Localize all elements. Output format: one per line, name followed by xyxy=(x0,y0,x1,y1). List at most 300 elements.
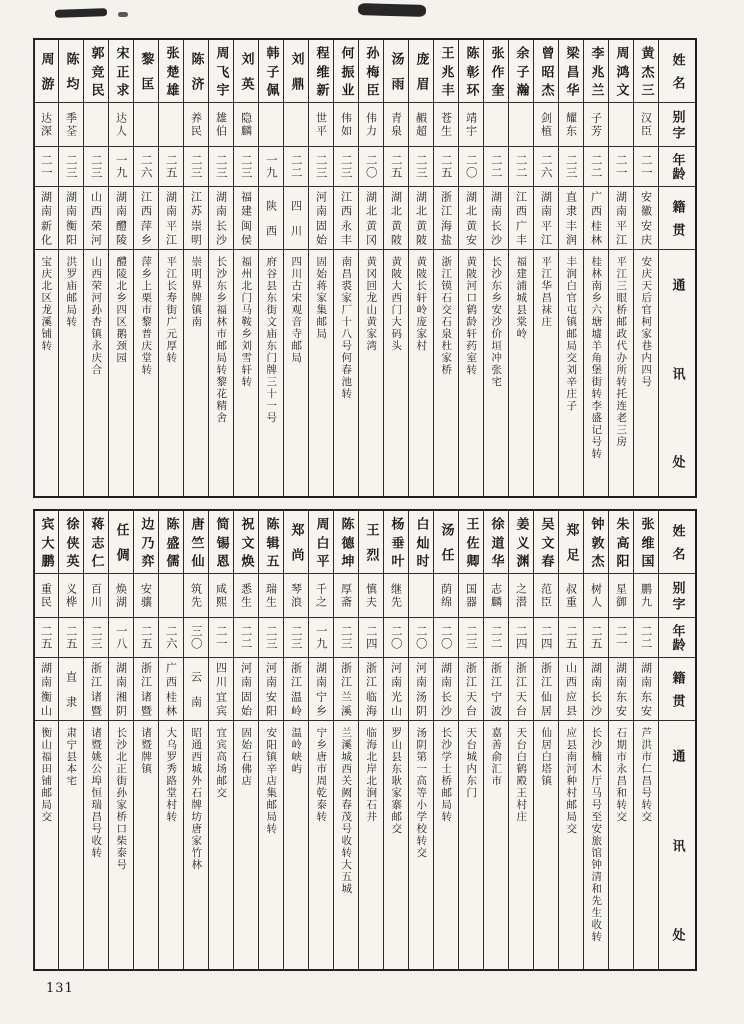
entry-column xyxy=(208,40,233,496)
origin-char: 临 xyxy=(364,690,378,702)
origin-char: 新 xyxy=(39,219,53,231)
entry-age: 二三 xyxy=(309,146,333,186)
entry-column xyxy=(533,511,558,969)
header-char: 姓 xyxy=(669,53,685,67)
origin-char: 隶 xyxy=(64,695,78,707)
entry-column xyxy=(383,40,408,496)
entry-name xyxy=(259,40,283,102)
entry-address: 安庆天后官柯家巷内四号 xyxy=(634,249,658,496)
entry-courtesy-name: 继先 xyxy=(384,573,408,617)
origin-char: 福 xyxy=(239,190,253,202)
entry-name xyxy=(434,511,458,573)
entry-column xyxy=(358,511,383,969)
name-char: 三 xyxy=(638,83,654,97)
origin-char: 北 xyxy=(414,205,428,217)
origin-char: 江 xyxy=(339,190,353,202)
name-char: 兰 xyxy=(588,83,604,97)
entry-courtesy-name: 荫绵 xyxy=(434,573,458,617)
entry-address: 应县南河种村邮局交 xyxy=(559,720,583,969)
entry-age: 二一 xyxy=(634,146,658,186)
entry-origin xyxy=(434,657,458,720)
name-char: 恩 xyxy=(213,554,229,568)
header-char: 别 xyxy=(669,110,685,123)
entry-address: 诸暨牌镇 xyxy=(134,720,158,969)
entry-courtesy-name xyxy=(484,102,508,146)
entry-column xyxy=(483,40,508,496)
origin-char: 湖 xyxy=(539,190,553,202)
origin-char: 长 xyxy=(489,219,503,231)
origin-char: 河 xyxy=(389,661,403,673)
entry-courtesy-name: 达深 xyxy=(34,102,58,146)
entry-column xyxy=(83,511,108,969)
origin-char: 云 xyxy=(189,671,203,683)
entry-name xyxy=(609,511,633,573)
entry-column xyxy=(333,40,358,496)
entry-courtesy-name: 厚斋 xyxy=(334,573,358,617)
name-char: 楚 xyxy=(163,64,179,78)
entry-column xyxy=(508,511,533,969)
entry-address: 黄陂大西门大码头 xyxy=(384,249,408,496)
name-char: 维 xyxy=(313,64,329,78)
entry-courtesy-name: 靖宇 xyxy=(459,102,483,146)
origin-char: 湖 xyxy=(439,661,453,673)
header-char: 年 xyxy=(669,623,685,637)
directory-table-bottom xyxy=(33,509,697,971)
entry-address: 大乌罗秀路堂村转 xyxy=(159,720,183,969)
header-origin xyxy=(659,186,695,249)
origin-char: 河 xyxy=(264,661,278,673)
origin-char: 南 xyxy=(214,205,228,217)
entry-age: 二五 xyxy=(159,146,183,186)
name-char: 徐 xyxy=(488,516,504,530)
entry-address: 长沙学士桥邮局转 xyxy=(434,720,458,969)
entry-origin xyxy=(309,657,333,720)
name-char: 新 xyxy=(313,83,329,97)
name-char: 蒋 xyxy=(88,516,104,530)
name-char: 任 xyxy=(438,548,454,561)
origin-char: 黄 xyxy=(414,219,428,231)
origin-char: 陕 xyxy=(264,200,278,212)
entry-column xyxy=(33,40,58,496)
entry-age: 二五 xyxy=(34,617,58,657)
entry-age: 二二 xyxy=(284,146,308,186)
entry-column xyxy=(608,511,633,969)
entry-courtesy-name: 伟如 xyxy=(334,102,358,146)
entry-name xyxy=(334,511,358,573)
name-char: 叶 xyxy=(388,554,404,568)
entry-origin xyxy=(284,657,308,720)
entry-address: 温岭峡屿 xyxy=(284,720,308,969)
entry-name xyxy=(634,40,658,102)
header-char: 年 xyxy=(669,152,685,166)
name-char: 平 xyxy=(313,554,329,568)
origin-char: 安 xyxy=(264,690,278,702)
header-name xyxy=(659,40,695,102)
entry-name xyxy=(359,40,383,102)
entry-name xyxy=(384,511,408,573)
origin-char: 南 xyxy=(539,205,553,217)
entry-origin xyxy=(209,186,233,249)
header-char: 名 xyxy=(669,546,685,560)
entry-address: 宜宾高场邮交 xyxy=(209,720,233,969)
entry-column xyxy=(633,40,658,496)
name-char: 匡 xyxy=(138,77,154,90)
entry-age: 二三 xyxy=(234,146,258,186)
name-char: 白 xyxy=(413,516,429,530)
entry-column xyxy=(258,40,283,496)
origin-char: 南 xyxy=(639,676,653,688)
entry-address: 昭通西城外石牌坊唐家竹林 xyxy=(184,720,208,969)
entry-courtesy-name xyxy=(134,102,158,146)
entry-address: 浙江镆石交石泉杜家桥 xyxy=(434,249,458,496)
entry-origin xyxy=(534,657,558,720)
name-char: 昌 xyxy=(563,64,579,78)
entry-courtesy-name: 子芳 xyxy=(584,102,608,146)
header-age xyxy=(659,146,695,186)
entry-origin xyxy=(209,657,233,720)
origin-char: 北 xyxy=(464,205,478,217)
entry-courtesy-name: 焕湖 xyxy=(109,573,133,617)
name-char: 杨 xyxy=(388,516,404,530)
name-char: 程 xyxy=(313,45,329,59)
entry-age: 二三 xyxy=(59,146,83,186)
origin-char: 山 xyxy=(389,705,403,717)
origin-char: 南 xyxy=(189,695,203,707)
entry-courtesy-name: 隐麟 xyxy=(234,102,258,146)
origin-char: 陂 xyxy=(414,234,428,246)
entry-courtesy-name: 百川 xyxy=(84,573,108,617)
entry-courtesy-name xyxy=(284,102,308,146)
origin-char: 湖 xyxy=(614,190,628,202)
ink-smudge xyxy=(55,8,107,18)
origin-char: 阳 xyxy=(64,234,78,246)
origin-char: 河 xyxy=(239,661,253,673)
name-char: 正 xyxy=(113,64,129,78)
origin-char: 西 xyxy=(589,205,603,217)
entry-courtesy-name xyxy=(159,573,183,617)
name-char: 尚 xyxy=(288,548,304,561)
entry-address: 四川古宋观音寺邮局 xyxy=(284,249,308,496)
name-char: 陈 xyxy=(163,516,179,530)
entry-name xyxy=(209,40,233,102)
entry-origin xyxy=(109,186,133,249)
entry-courtesy-name xyxy=(509,102,533,146)
entry-column xyxy=(183,40,208,496)
origin-char: 始 xyxy=(239,705,253,717)
origin-char: 江 xyxy=(514,676,528,688)
entry-age: 一九 xyxy=(309,617,333,657)
name-char: 黎 xyxy=(138,52,154,65)
origin-char: 南 xyxy=(39,676,53,688)
entry-column xyxy=(433,40,458,496)
origin-char: 天 xyxy=(514,690,528,702)
entry-address: 长沙东乡福林市邮局转黎花精舍 xyxy=(209,249,233,496)
entry-column xyxy=(458,40,483,496)
name-char: 民 xyxy=(88,83,104,97)
entry-origin xyxy=(259,657,283,720)
origin-char: 长 xyxy=(589,690,603,702)
entry-origin xyxy=(384,186,408,249)
entry-age: 二三 xyxy=(259,617,283,657)
name-char: 曾 xyxy=(538,45,554,59)
entry-courtesy-name: 鹏九 xyxy=(634,573,658,617)
origin-char: 诸 xyxy=(139,690,153,702)
origin-char: 浙 xyxy=(439,190,453,202)
entry-courtesy-name: 筑先 xyxy=(184,573,208,617)
entry-address: 临海北岸北涧石井 xyxy=(359,720,383,969)
origin-char: 丰 xyxy=(514,234,528,246)
entry-age: 一九 xyxy=(259,146,283,186)
entry-name xyxy=(409,40,433,102)
name-char: 大 xyxy=(38,535,54,549)
entry-origin xyxy=(34,186,58,249)
name-char: 钟 xyxy=(588,516,604,530)
name-char: 梁 xyxy=(563,45,579,59)
origin-char: 四 xyxy=(289,200,303,212)
entry-age: 二四 xyxy=(534,617,558,657)
entry-address: 醴陵北乡四区鹅颈园 xyxy=(109,249,133,496)
name-char: 陈 xyxy=(263,516,279,530)
origin-char: 黄 xyxy=(364,219,378,231)
name-char: 鼎 xyxy=(288,77,304,90)
origin-char: 南 xyxy=(314,676,328,688)
name-char: 焕 xyxy=(238,554,254,568)
entry-courtesy-name: 汉臣 xyxy=(634,102,658,146)
entry-address: 天台白鹤殿王村庄 xyxy=(509,720,533,969)
entry-age: 二三 xyxy=(84,617,108,657)
entry-name xyxy=(84,40,108,102)
name-char: 白 xyxy=(313,535,329,549)
entry-column xyxy=(233,511,258,969)
entry-name xyxy=(159,511,183,573)
entry-name xyxy=(59,511,83,573)
origin-char: 南 xyxy=(414,676,428,688)
name-char: 锡 xyxy=(213,535,229,549)
entry-age: 二一 xyxy=(209,617,233,657)
name-char: 杰 xyxy=(538,83,554,97)
name-char: 祝 xyxy=(238,516,254,530)
entry-origin xyxy=(59,657,83,720)
origin-char: 丰 xyxy=(564,219,578,231)
origin-char: 长 xyxy=(214,219,228,231)
origin-char: 沙 xyxy=(489,234,503,246)
origin-char: 醴 xyxy=(114,219,128,231)
origin-char: 湖 xyxy=(589,661,603,673)
origin-char: 江 xyxy=(139,190,153,202)
entry-age: 二四 xyxy=(359,617,383,657)
entry-age: 二二 xyxy=(509,146,533,186)
origin-char: 光 xyxy=(389,690,403,702)
entry-origin xyxy=(284,186,308,249)
origin-char: 西 xyxy=(264,224,278,236)
name-char: 倜 xyxy=(113,548,129,561)
origin-char: 诸 xyxy=(89,690,103,702)
name-char: 竞 xyxy=(88,64,104,78)
entry-name xyxy=(159,40,183,102)
name-char: 张 xyxy=(488,45,504,59)
entry-column xyxy=(158,40,183,496)
origin-char: 安 xyxy=(614,705,628,717)
origin-char: 西 xyxy=(164,676,178,688)
entry-courtesy-name: 琴浪 xyxy=(284,573,308,617)
header-address xyxy=(659,249,695,496)
name-char: 求 xyxy=(113,83,129,97)
origin-char: 浙 xyxy=(339,661,353,673)
entry-age: 二二 xyxy=(484,146,508,186)
name-char: 文 xyxy=(538,535,554,549)
header-char: 别 xyxy=(669,581,685,594)
entry-column xyxy=(308,40,333,496)
name-char: 春 xyxy=(538,554,554,568)
entry-origin xyxy=(159,657,183,720)
origin-char: 南 xyxy=(114,676,128,688)
entry-address: 芦洪市仁昌号转交 xyxy=(634,720,658,969)
origin-char: 山 xyxy=(564,661,578,673)
entry-age: 二五 xyxy=(584,617,608,657)
origin-char: 湖 xyxy=(114,190,128,202)
name-char: 儒 xyxy=(163,554,179,568)
name-char: 简 xyxy=(213,516,229,530)
name-char: 作 xyxy=(488,64,504,78)
origin-char: 始 xyxy=(314,234,328,246)
name-char: 张 xyxy=(638,516,654,530)
entry-origin xyxy=(134,186,158,249)
origin-char: 台 xyxy=(464,705,478,717)
entry-courtesy-name: 达人 xyxy=(109,102,133,146)
entry-origin xyxy=(334,657,358,720)
name-char: 子 xyxy=(263,64,279,78)
entry-name xyxy=(284,511,308,573)
entry-age: 二三 xyxy=(284,617,308,657)
name-char: 文 xyxy=(613,83,629,97)
entry-name xyxy=(484,40,508,102)
entry-name xyxy=(184,511,208,573)
entry-address: 固始蒋家集邮局 xyxy=(309,249,333,496)
name-char: 雨 xyxy=(388,77,404,90)
origin-char: 苏 xyxy=(189,205,203,217)
origin-char: 东 xyxy=(614,690,628,702)
origin-char: 北 xyxy=(364,205,378,217)
header-char: 讯 xyxy=(669,366,685,380)
entry-origin xyxy=(484,657,508,720)
entry-name xyxy=(534,511,558,573)
entry-address: 安阳镇辛店集邮局转 xyxy=(259,720,283,969)
entry-origin xyxy=(59,186,83,249)
entry-column xyxy=(558,511,583,969)
entry-address: 罗山县东耿家寨邮交 xyxy=(384,720,408,969)
origin-char: 浙 xyxy=(89,661,103,673)
entry-column xyxy=(483,511,508,969)
name-char: 烈 xyxy=(363,548,379,561)
entry-age: 二〇 xyxy=(459,146,483,186)
name-char: 眉 xyxy=(413,77,429,90)
name-char: 游 xyxy=(38,77,54,90)
origin-char: 江 xyxy=(489,676,503,688)
origin-char: 南 xyxy=(389,676,403,688)
entry-name xyxy=(634,511,658,573)
header-column xyxy=(658,40,695,496)
entry-name xyxy=(584,40,608,102)
entry-origin xyxy=(434,186,458,249)
entry-name xyxy=(34,511,58,573)
origin-char: 侯 xyxy=(239,234,253,246)
name-char: 兆 xyxy=(588,64,604,78)
name-char: 英 xyxy=(238,77,254,90)
origin-char: 江 xyxy=(89,676,103,688)
origin-char: 南 xyxy=(239,676,253,688)
origin-char: 湖 xyxy=(39,190,53,202)
name-char: 黄 xyxy=(638,45,654,59)
origin-char: 台 xyxy=(514,705,528,717)
name-char: 佩 xyxy=(263,83,279,97)
entry-age: 二三 xyxy=(334,146,358,186)
name-char: 周 xyxy=(313,516,329,530)
entry-courtesy-name xyxy=(609,102,633,146)
entry-age: 二三 xyxy=(559,146,583,186)
origin-char: 浙 xyxy=(539,661,553,673)
entry-origin xyxy=(609,186,633,249)
header-char: 贯 xyxy=(669,222,685,236)
origin-char: 县 xyxy=(564,705,578,717)
name-char: 吴 xyxy=(538,516,554,530)
entry-name xyxy=(384,40,408,102)
header-char: 通 xyxy=(669,278,685,291)
entry-column xyxy=(433,511,458,969)
entry-origin xyxy=(384,657,408,720)
origin-char: 浙 xyxy=(489,661,503,673)
header-age xyxy=(659,617,695,657)
entry-address: 汤阴第一高等小学校转交 xyxy=(409,720,433,969)
entry-age: 二三 xyxy=(84,146,108,186)
entry-age: 二一 xyxy=(609,146,633,186)
origin-char: 沙 xyxy=(439,705,453,717)
name-char: 边 xyxy=(138,516,154,530)
entry-age: 二一 xyxy=(609,617,633,657)
origin-char: 荣 xyxy=(89,219,103,231)
origin-char: 川 xyxy=(214,676,228,688)
entry-origin xyxy=(584,657,608,720)
entry-name xyxy=(59,40,83,102)
entry-column xyxy=(83,40,108,496)
origin-char: 海 xyxy=(364,705,378,717)
origin-char: 湖 xyxy=(214,190,228,202)
header-address xyxy=(659,720,695,969)
name-char: 雄 xyxy=(163,83,179,97)
entry-courtesy-name: 志麟 xyxy=(484,573,508,617)
ink-smudge xyxy=(358,3,426,17)
header-char: 籍 xyxy=(669,671,685,685)
name-char: 陈 xyxy=(188,52,204,65)
origin-char: 湖 xyxy=(414,190,428,202)
origin-char: 润 xyxy=(564,234,578,246)
name-char: 唐 xyxy=(188,516,204,530)
entry-name xyxy=(409,511,433,573)
entry-origin xyxy=(84,657,108,720)
origin-char: 西 xyxy=(339,205,353,217)
name-char: 均 xyxy=(63,77,79,90)
origin-char: 乡 xyxy=(314,705,328,717)
entry-column xyxy=(58,40,83,496)
header-char: 姓 xyxy=(669,524,685,538)
origin-char: 江 xyxy=(464,676,478,688)
entry-name xyxy=(434,40,458,102)
entry-origin xyxy=(484,186,508,249)
origin-char: 仙 xyxy=(539,690,553,702)
origin-char: 隶 xyxy=(564,205,578,217)
entry-age: 二五 xyxy=(384,146,408,186)
name-char: 高 xyxy=(613,535,629,549)
origin-char: 长 xyxy=(439,690,453,702)
